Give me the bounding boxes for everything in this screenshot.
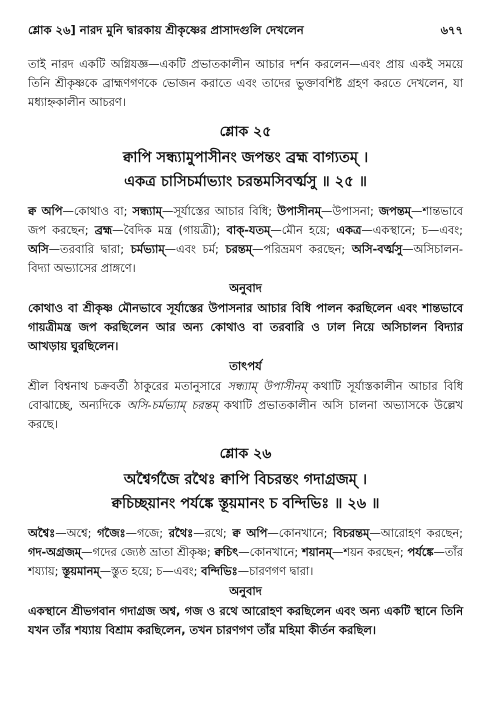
intro-paragraph: তাই নারদ একটি অগ্নিযজ্ঞ—একটি প্রভাতকালীন আচার দর্শন করলেন—এবং প্রায় একই সময়ে তিনি শ্রীকৃষ্ণকে ব্রাহ্মণগণকে ভোজন করাতে এবং তাদের ভুক্তাবশিষ্ট গ্রহণ করতে দেখলেন, যা মধ্যাহ্নকালীন আচরণ।: [28, 57, 463, 109]
synonym-meaning: —গদের জ্যেষ্ঠ ভ্রাতা শ্রীকৃষ্ণ;: [81, 545, 215, 559]
purport-text: শ্রীল বিশ্বনাথ চক্রবর্তী ঠাকুরের মতানুসারে: [28, 379, 228, 393]
synonym-meaning: —সূর্যাস্তের আচার বিধি;: [162, 204, 278, 218]
synonym-meaning: —এবং চর্ম;: [164, 242, 226, 256]
verse-26-synonyms: [28, 524, 463, 581]
verse-26-heading: শ্লোক ২৬: [219, 446, 272, 462]
synonym-term: গজৈঃ: [97, 526, 126, 540]
synonym-term: সন্ধ্যাম্: [132, 204, 162, 218]
synonym-meaning: —মৌন হয়ে;: [270, 223, 337, 237]
verse-25-line-1: ক্বাপি সন্ধ্যামুপাসীনং জপন্তং ব্রহ্ম বাগ্যতম্ ।: [122, 150, 369, 166]
synonym-meaning: —আরোহণ করছেন;: [369, 526, 464, 540]
synonym-meaning: —অশ্বে;: [55, 526, 98, 540]
synonym-term: অশ্বৈঃ: [28, 526, 56, 540]
running-header-title: শ্লোক ২৬] নারদ মুনি দ্বারকায় শ্রীকৃষ্ণের প্রাসাদগুলি দেখলেন: [28, 23, 304, 37]
synonym-term: উপাসীনম্: [277, 204, 322, 218]
synonym-term: অসি: [28, 242, 49, 256]
synonym-term: জপন্তম্: [378, 204, 412, 218]
synonym-meaning: —অসিচালন-বিদ্যা অভ্যাসের প্রাঙ্গণে।: [28, 242, 463, 275]
synonym-meaning: —একস্থানে; চ—এবং;: [361, 223, 463, 237]
synonym-term: চরন্তম্: [225, 242, 253, 256]
purport-text: কথাটি প্রভাতকালীন অসি চালনা অভ্যাসকে উল্লেখ করছে।: [28, 398, 464, 431]
synonym-term: বাক্-যতম্: [226, 223, 271, 237]
verse-25-purport: [28, 377, 463, 434]
verse-26-translation: একস্থানে শ্রীভগবান গদাগ্রজ অশ্ব, গজ ও রথে আরোহণ করছিলেন এবং অন্য একটি স্থানে তিনি যখন তাঁর শয্যায় বিশ্রাম করছিলেন, তখন চারণগণ তাঁর মহিমা কীর্তন করছিল।: [28, 604, 463, 637]
verse-26-translation-label: অনুবাদ: [229, 584, 262, 598]
synonym-meaning: —স্তুত হয়ে; চ—এবং;: [99, 564, 202, 578]
synonym-meaning: —বৈদিক মন্ত্র (গায়ত্রী);: [112, 223, 227, 237]
synonym-term: ক্ব অপি: [232, 526, 268, 540]
synonym-term: পর্যঙ্কে: [407, 545, 434, 559]
synonym-term: বন্দিভিঃ: [201, 564, 238, 578]
synonym-meaning: —তাঁর শয্যায়;: [28, 545, 464, 578]
verse-25-translation-label: অনুবাদ: [229, 281, 262, 295]
verse-25-heading: শ্লোক ২৫: [219, 124, 272, 140]
synonym-term: অসি-বর্ত্মসু: [351, 242, 403, 256]
purport-italic-term: সন্ধ্যাম্ উপাসীনম্: [227, 379, 307, 393]
synonym-term: স্তূয়মানম্: [62, 564, 100, 578]
verse-25-synonyms: [28, 202, 463, 278]
verse-25-line-2: একত্র চাসিচর্মাভ্যাং চরন্তমসিবর্ত্মসু ॥ ২৫ ॥: [124, 174, 367, 190]
purport-italic-term: অসি-চর্মভ্যাম্ চরন্তম্: [126, 398, 218, 412]
synonym-meaning: —কোনখানে;: [238, 545, 303, 559]
running-header: [28, 22, 463, 41]
synonym-meaning: —পরিভ্রমণ করছেন;: [252, 242, 352, 256]
synonym-term: গদ-অগ্রজম্: [28, 545, 82, 559]
synonym-meaning: —শান্তভাবে জপ করছেন;: [28, 204, 464, 237]
synonym-term: ক্বচিৎ: [214, 545, 239, 559]
synonym-term: একত্র: [336, 223, 362, 237]
synonym-term: শয়ানম্: [302, 545, 332, 559]
synonym-meaning: —তরবারি দ্বারা;: [48, 242, 131, 256]
synonym-meaning: —রথে;: [193, 526, 233, 540]
synonym-meaning: —উপাসনা;: [321, 204, 379, 218]
verse-26-line-2: ক্বচিচ্ছয়ানং পর্যঙ্কে স্তূয়মানং চ বন্দিভিঃ ॥ ২৬ ॥: [111, 496, 380, 512]
synonym-term: ক্ব অপি: [28, 204, 63, 218]
verse-25-translation: কোথাও বা শ্রীকৃষ্ণ মৌনভাবে সূর্যাস্তের উপাসনার আচার বিধি পালন করছিলেন এবং শান্তভাবে গায়ত্রীমন্ত্র জপ করছিলেন আর অন্য কোথাও বা তরবারি ও ঢাল নিয়ে অসিচালন বিদ্যার আখড়ায় ঘুরছিলেন।: [28, 301, 463, 353]
synonym-meaning: —কোনখানে;: [267, 526, 334, 540]
synonym-term: বিচরন্তম্: [333, 526, 370, 540]
synonym-term: রথৈঃ: [168, 526, 194, 540]
synonym-meaning: —গজে;: [125, 526, 169, 540]
synonym-term: ব্রহ্ম: [94, 223, 113, 237]
verse-26-line-1: অশ্বৈর্গজৈ রথৈঃ ক্বাপি বিচরন্তং গদাগ্রজম্ ।: [123, 472, 368, 488]
synonym-term: চর্মভ্যাম্: [130, 242, 165, 256]
verse-25-purport-label: তাৎপর্য: [229, 359, 262, 373]
synonym-meaning: —কোথাও বা;: [62, 204, 133, 218]
synonym-meaning: —শয়ন করছেন;: [331, 545, 408, 559]
synonym-meaning: —চারণগণ দ্বারা।: [237, 564, 314, 578]
page-number: ৬৭৭: [440, 23, 463, 37]
purport-text: কথাটি সূর্যাস্তকালীন আচার বিধি বোঝাচ্ছে, অন্যদিকে: [28, 379, 463, 412]
